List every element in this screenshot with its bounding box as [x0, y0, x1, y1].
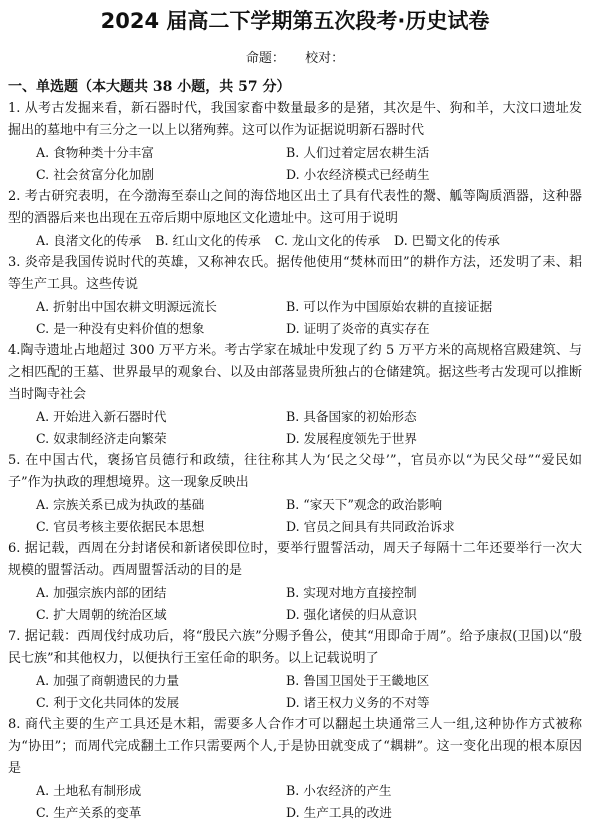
option-b[interactable]: B. 红山文化的传承: [155, 233, 261, 248]
option-c[interactable]: C. 利于文化共同体的发展: [36, 695, 180, 710]
question-5-stem: 5. 在中国古代，褒扬官员德行和政绩，往往称其人为‘民之父母’”，官员亦以“为民父母”“爱民如子”作为执政的理想境界。这一现象反映出: [8, 453, 582, 490]
question-7-stem: 7. 据记载：西周伐纣成功后，将“殷民六族”分赐予鲁公，使其“用即命于周”。给予康叔(卫国)以“殷民七族”和其他权力，以便执行王室任命的职务。以上记载说明了: [8, 629, 582, 666]
option-d[interactable]: D. 官员之间具有共同政治诉求: [286, 519, 455, 534]
exam-title: 2024 届高二下学期第五次段考·历史试卷: [100, 9, 490, 33]
option-b[interactable]: B. 具备国家的初始形态: [286, 409, 417, 424]
question-8-stem: 8. 商代主要的生产工具还是木耜，需要多人合作才可以翻起土块通常三人一组,这种协作方式被称为“协田”；而周代完成翻土工作只需要两个人,于是协田就变成了“耦耕”。这一变化出现的根本原因是: [8, 717, 582, 776]
exam-meta: [8, 48, 582, 70]
option-c[interactable]: C. 生产关系的变革: [36, 805, 142, 820]
option-b[interactable]: B. 实现对地方直接控制: [286, 585, 417, 600]
option-c[interactable]: C. 社会贫富分化加剧: [36, 167, 154, 182]
option-a[interactable]: A. 食物种类十分丰富: [36, 145, 154, 160]
question-8-options: [8, 780, 582, 824]
option-a[interactable]: A. 宗族关系已成为执政的基础: [36, 497, 205, 512]
setter-label: 命题：: [245, 51, 285, 66]
checker-label: 校对：: [305, 51, 345, 66]
question-5-options: [8, 494, 582, 538]
option-d[interactable]: D. 生产工具的改进: [286, 805, 392, 820]
option-d[interactable]: D. 巴蜀文化的传承: [394, 233, 500, 248]
question-1-options: [8, 142, 582, 186]
option-a[interactable]: A. 开始进入新石器时代: [36, 409, 167, 424]
option-b[interactable]: B. 人们过着定居农耕生活: [286, 145, 430, 160]
question-4-stem: 4.陶寺遗址占地超过 300 万平方米。考古学家在城址中发现了约 5 万平方米的高规格宫殿建筑、与之相匹配的王墓、世界最早的观象台、以及由部落显贵所独占的仓储建筑。据这些考古发现可以推断当时陶寺社会: [8, 343, 582, 402]
question-7-options: [8, 670, 582, 714]
option-a[interactable]: A. 折射出中国农耕文明源远流长: [36, 299, 217, 314]
option-c[interactable]: C. 龙山文化的传承: [274, 233, 381, 248]
option-d[interactable]: D. 发展程度领先于世界: [286, 431, 417, 446]
option-c[interactable]: C. 是一种没有史料价值的想象: [36, 321, 205, 336]
option-d[interactable]: D. 小农经济模式已经萌生: [286, 167, 430, 182]
option-b[interactable]: B. 鲁国卫国处于王畿地区: [286, 673, 430, 688]
question-4-options: [8, 406, 582, 450]
question-2-stem: 2. 考古研究表明，在今渤海至泰山之间的海岱地区出土了具有代表性的鬶、觚等陶质酒器，这种器型的酒器后来也出现在五帝后期中原地区文化遗址中。这可用于说明: [8, 189, 582, 226]
question-1-stem: 1. 从考古发掘来看，新石器时代，我国家畜中数量最多的是猪，其次是牛、狗和羊，大汶口遗址发掘出的墓地中有三分之一以上以猪殉葬。这可以作为证据说明新石器时代: [8, 101, 582, 138]
question-3-options: [8, 296, 582, 340]
question-2-options: [8, 230, 582, 252]
option-b[interactable]: B. 可以作为中国原始农耕的直接证据: [286, 299, 493, 314]
question-6-options: [8, 582, 582, 626]
option-d[interactable]: D. 证明了炎帝的真实存在: [286, 321, 430, 336]
option-d[interactable]: D. 诸王权力义务的不对等: [286, 695, 430, 710]
option-c[interactable]: C. 官员考核主要依据民本思想: [36, 519, 205, 534]
option-a[interactable]: A. 土地私有制形成: [36, 783, 142, 798]
option-a[interactable]: A. 加强宗族内部的团结: [36, 585, 167, 600]
section-heading: 一、单选题（本大题共 38 小题，共 57 分）: [8, 79, 291, 95]
option-a[interactable]: A. 加强了商朝遗民的力量: [36, 673, 180, 688]
option-d[interactable]: D. 强化诸侯的归从意识: [286, 607, 417, 622]
option-c[interactable]: C. 奴隶制经济走向繁荣: [36, 431, 167, 446]
question-3-stem: 3. 炎帝是我国传说时代的英雄，又称神农氏。据传他使用“焚林而田”的耕作方法，还发明了耒、耜等生产工具。这些传说: [8, 255, 582, 292]
question-6-stem: 6. 据记载，西周在分封诸侯和新诸侯即位时，要举行盟誓活动，周天子每隔十二年还要举行一次大规模的盟誓活动。西周盟誓活动的目的是: [8, 541, 582, 578]
option-b[interactable]: B. 小农经济的产生: [286, 783, 392, 798]
option-a[interactable]: A. 良渚文化的传承: [36, 233, 142, 248]
option-c[interactable]: C. 扩大周朝的统治区域: [36, 607, 167, 622]
option-b[interactable]: B. “家天下”观念的政治影响: [286, 497, 443, 512]
